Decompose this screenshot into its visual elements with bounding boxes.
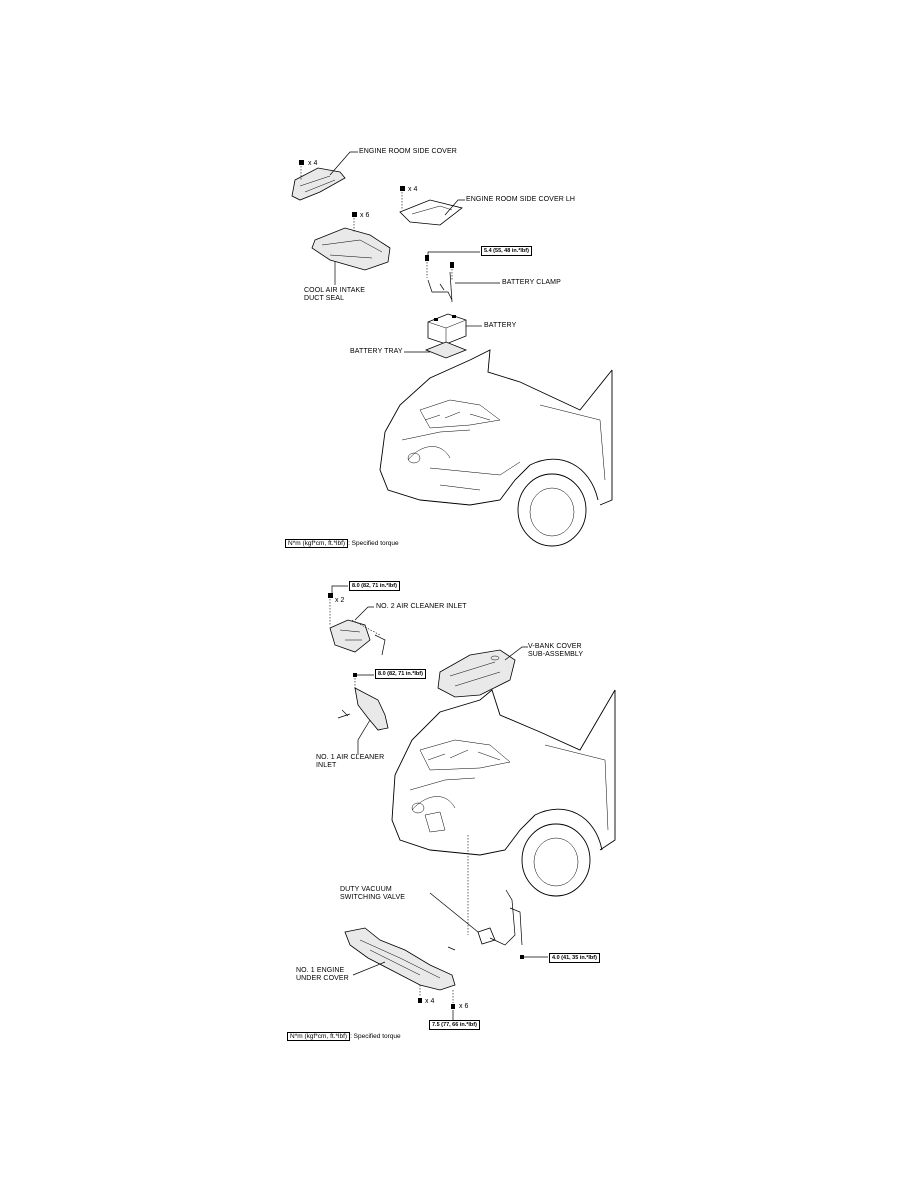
engine-room-side-cover-lh-part [400,200,462,225]
bolt-icon [352,212,357,232]
torque-spec-box: 8.0 (82, 71 in.*lbf) [349,581,400,591]
duty-vacuum-switching-valve-label: DUTY VACUUM [340,886,392,893]
bolt-icon [520,955,524,959]
no1-air-cleaner-inlet-label: INLET [316,762,337,769]
duty-vacuum-switching-valve-label: SWITCHING VALVE [340,894,406,901]
torque-legend-text: : Specified torque [350,1033,401,1040]
engine-room-side-cover-part [292,168,345,200]
torque-legend [285,540,399,547]
torque-spec-box: 4.0 (41, 35 in.*lbf) [549,953,600,963]
torque-spec-box: 5.4 (55, 48 in.*lbf) [481,246,532,256]
bolt-quantity: x 6 [360,212,370,219]
bolt-quantity: x 4 [425,998,435,1005]
bolt-icon [400,186,405,210]
battery-clamp-label: BATTERY CLAMP [502,279,561,286]
no2-air-cleaner-inlet-part [330,620,385,655]
bolt-icon [328,593,333,625]
cool-air-intake-duct-seal-label: DUCT SEAL [304,295,345,302]
battery-tray-label: BATTERY TRAY [350,348,403,355]
engine-room-side-cover-lh-label: ENGINE ROOM SIDE COVER LH [466,196,576,203]
no1-engine-under-cover-label: NO. 1 ENGINE [296,967,345,974]
cool-air-intake-duct-seal-part [312,228,390,270]
vbank-cover-part [438,650,515,697]
torque-legend-box: N*m (kgf*cm, ft.*lbf) [287,1032,350,1041]
bolt-quantity: x 2 [335,597,345,604]
no1-air-cleaner-inlet-part [338,688,388,730]
torque-legend-box: N*m (kgf*cm, ft.*lbf) [285,539,348,548]
bolt-icon [418,985,422,1003]
torque-legend [287,1033,401,1040]
cool-air-intake-duct-seal-label: COOL AIR INTAKE [304,287,366,294]
torque-spec-box: 8.0 (82, 71 in.*lbf) [375,669,426,679]
battery-tray-part [426,342,466,358]
vehicle-front-illustration [392,690,615,896]
bolt-quantity: x 6 [459,1003,469,1010]
battery-label: BATTERY [484,322,517,329]
no1-engine-under-cover-part [345,928,455,990]
no1-air-cleaner-inlet-label: NO. 1 AIR CLEANER [316,754,385,761]
torque-legend-text: : Specified torque [348,540,399,547]
vbank-cover-label: V-BANK COVER [528,643,582,650]
bolt-icon [353,673,357,690]
no1-engine-under-cover-label: UNDER COVER [296,975,349,982]
battery-part [428,314,466,344]
battery-clamp-part [425,255,454,302]
torque-spec-box: 7.5 (77, 66 in.*lbf) [429,1020,480,1030]
bolt-icon [451,990,455,1009]
vehicle-front-illustration [380,350,612,546]
bolt-quantity: x 4 [408,186,418,193]
vbank-cover-label: SUB-ASSEMBLY [528,651,584,658]
bolt-quantity: x 4 [308,160,318,167]
duty-vacuum-switching-valve-part [448,890,522,950]
engine-room-side-cover-label: ENGINE ROOM SIDE COVER [359,148,457,155]
no2-air-cleaner-inlet-label: NO. 2 AIR CLEANER INLET [376,603,467,610]
